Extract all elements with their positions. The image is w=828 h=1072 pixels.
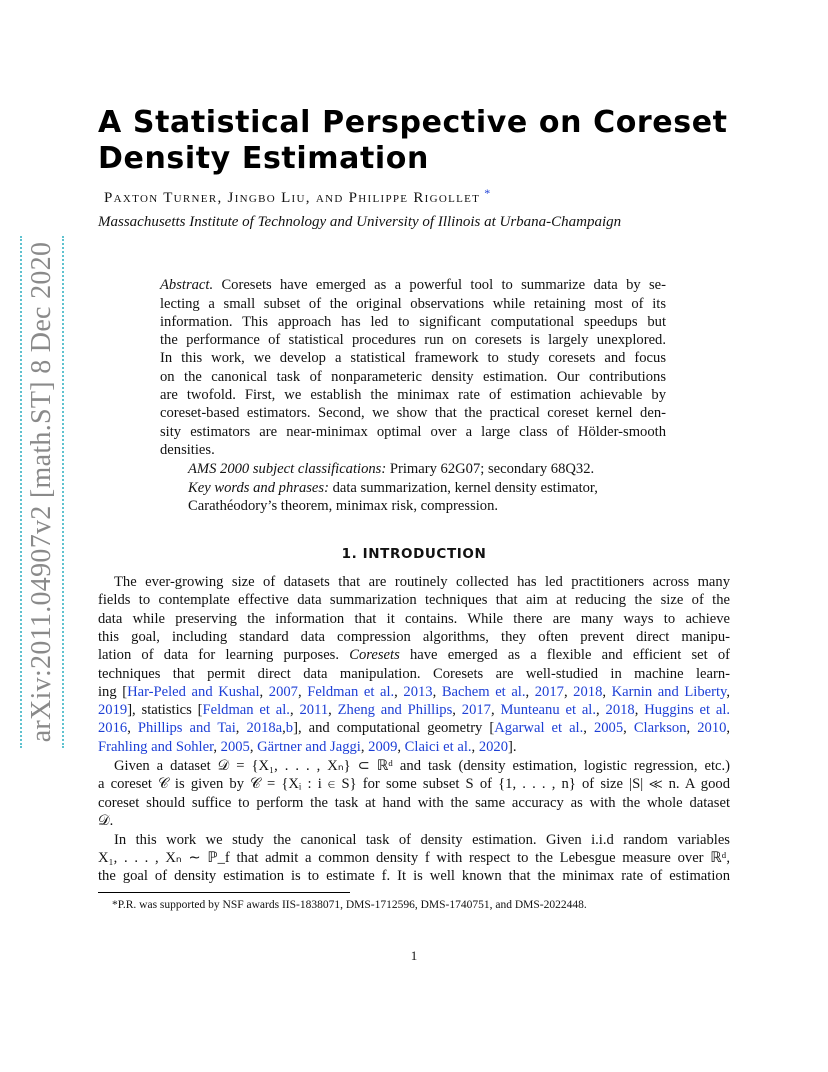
citation-link[interactable]: Bachem et al.: [441, 683, 526, 700]
body-line: ing [Har-Peled and Kushal, 2007, Feldman et al., 2013, Bachem et al., 2017, 2018, Karnin and Liberty,: [98, 683, 731, 700]
body-text: ing [: [98, 683, 128, 700]
body-line: 2019], statistics [Feldman et al., 2011, Zheng and Phillips, 2017, Munteanu et al., 2018, Huggins et al.: [98, 702, 731, 719]
ams-label: AMS 2000 subject classifications:: [188, 461, 387, 477]
citation-link[interactable]: Feldman et al.: [202, 702, 290, 719]
citation-link[interactable]: 2018: [605, 702, 635, 719]
body-text: ], statistics [: [127, 702, 203, 719]
citation-link[interactable]: Frahling and Sohler: [98, 738, 214, 755]
abstract-line: densities.: [160, 441, 215, 458]
arxiv-identifier: arXiv:2011.04907v2 [math.ST] 8 Dec 2020: [26, 241, 57, 743]
author-names: Paxton Turner, Jingbo Liu, and Philippe Rigollet: [104, 190, 481, 206]
body-line: data while preserving the information that it contains. While there are many ways to achieve: [98, 610, 730, 627]
body-line: the goal of density estimation is to estimate f. It is well known that the minimax rate of estimation: [98, 868, 730, 885]
citation-link[interactable]: 2016: [98, 720, 128, 737]
keywords: [188, 480, 598, 497]
ams-value: Primary 62G07; secondary 68Q32.: [389, 461, 595, 477]
ams-classifications: [188, 461, 594, 478]
citation-link[interactable]: Feldman et al.: [307, 683, 395, 700]
abstract-line: are twofold. First, we establish the minimax rate of estimation achievable by: [160, 386, 666, 403]
citation-link[interactable]: 2017: [534, 683, 564, 700]
abstract-line: the performance of statistical procedures run on coresets is largely unexplored.: [160, 332, 666, 348]
abstract-line: coreset-based estimators. Second, we show that the practical coreset kernel den-: [160, 405, 666, 422]
footnote-rule: [98, 892, 350, 893]
citation-link[interactable]: 2005: [593, 720, 624, 737]
citation-link[interactable]: b: [285, 720, 294, 737]
citation-link[interactable]: 2018: [573, 683, 603, 700]
abstract-label: Abstract.: [160, 277, 214, 293]
body-line: X₁, . . . , Xₙ ∼ ℙ_f that admit a common density f with respect to the Lebesgue measure over ℝᵈ,: [98, 849, 730, 866]
citation-link[interactable]: Har-Peled and Kushal: [127, 683, 260, 700]
keywords-label: Key words and phrases:: [188, 479, 329, 496]
citation-link[interactable]: 2011: [299, 702, 329, 719]
citation-link[interactable]: 2019: [98, 702, 128, 719]
citation-link[interactable]: 2020: [478, 738, 509, 755]
keywords-continued: Carathéodory’s theorem, minimax risk, compression.: [188, 497, 499, 514]
citation-link[interactable]: Phillips and Tai: [137, 720, 236, 737]
keywords-value: data summarization, kernel density estimator,: [332, 479, 598, 496]
citation-link[interactable]: Zheng and Phillips: [337, 702, 453, 719]
citation-link[interactable]: Agarwal et al.: [494, 720, 584, 737]
body-line: a coreset 𝒞 is given by 𝒞 = {Xᵢ : i ∈ S} for some subset S of {1, . . . , n} of size |S| ≪ n. A good: [98, 776, 730, 793]
body-line: In this work we study the canonical task of density estimation. Given i.i.d random variables: [114, 831, 730, 848]
citation-link[interactable]: Clarkson: [633, 720, 687, 737]
citation-link[interactable]: Gärtner and Jaggi: [257, 738, 361, 755]
citation-link[interactable]: 2007: [268, 683, 298, 700]
abstract-text: Coresets have emerged as a powerful tool to summarize data by se-: [221, 277, 666, 293]
paper-title-line-1: A Statistical Perspective on Coreset: [98, 105, 728, 140]
citation-link[interactable]: 2018a: [246, 720, 283, 737]
body-line: 𝒟.: [98, 812, 114, 829]
citation-link[interactable]: Karnin and Liberty: [611, 683, 727, 700]
abstract-line: In this work, we develop a statistical framework to study coresets and focus: [160, 350, 666, 367]
body-line: fields to contemplate effective data summarization techniques that aim at reducing the size of the: [98, 592, 730, 609]
section-heading: 1. INTRODUCTION: [341, 546, 487, 562]
body-line: coreset should suffice to perform the task at hand with the same accuracy as with the whole dataset: [98, 794, 730, 811]
citation-link[interactable]: 2005: [220, 738, 250, 755]
citation-link[interactable]: Munteanu et al.: [500, 702, 597, 719]
affiliation: Massachusetts Institute of Technology and University of Illinois at Urbana-Champaign: [98, 214, 622, 230]
arxiv-stamp: [16, 236, 70, 748]
body-line: The ever-growing size of datasets that are routinely collected has led practitioners across many: [114, 574, 730, 590]
body-line: [98, 646, 730, 664]
citation-link[interactable]: 2017: [461, 702, 491, 719]
abstract-line: information. This approach has led to significant computational speedups but: [160, 313, 666, 330]
abstract-line: sity estimators are near-minimax optimal over a large class of Hölder-smooth: [160, 423, 666, 440]
coresets-emphasis: Coresets: [349, 647, 400, 664]
citation-link[interactable]: 2009: [368, 738, 398, 755]
abstract-line: lecting a small subset of the original observations while retaining most of its: [160, 295, 666, 312]
citation-link[interactable]: Claici et al.: [404, 738, 472, 755]
authors: [104, 186, 492, 207]
body-line: 2016, Phillips and Tai, 2018a,b], and computational geometry [Agarwal et al., 2005, Clarkson, 2010,: [98, 720, 731, 737]
body-line: techniques that permit direct data manipulation. Coresets are well-studied in machine learn-: [98, 665, 730, 682]
body-line: Frahling and Sohler, 2005, Gärtner and Jaggi, 2009, Claici et al., 2020].: [98, 738, 517, 755]
body-text: lation of data for learning purposes.: [98, 647, 340, 664]
footnote: *P.R. was supported by NSF awards IIS-1838071, DMS-1712596, DMS-1740751, and DMS-2022448.: [112, 899, 587, 911]
page-number: 1: [410, 948, 418, 963]
body-line: this goal, including standard data compression algorithms, they often prevent direct manipu-: [98, 628, 730, 645]
abstract-line: on the canonical task of nonparameteric density estimation. Our contributions: [160, 368, 666, 385]
citation-link[interactable]: 2010: [697, 720, 727, 737]
citation-link[interactable]: 2013: [403, 683, 433, 700]
body-text: ], and computational geometry [: [293, 720, 495, 737]
body-line: Given a dataset 𝒟 = {X₁, . . . , Xₙ} ⊂ ℝᵈ and task (density estimation, logistic regression, etc.): [114, 758, 730, 774]
body-text: ].: [508, 738, 517, 755]
abstract-line: [160, 276, 666, 294]
paper-title-line-2: Density Estimation: [98, 141, 429, 176]
citation-link[interactable]: Huggins et al.: [644, 702, 731, 719]
body-text: have emerged as a flexible and efficient set of: [409, 647, 730, 664]
author-footnote-mark[interactable]: *: [484, 186, 492, 200]
